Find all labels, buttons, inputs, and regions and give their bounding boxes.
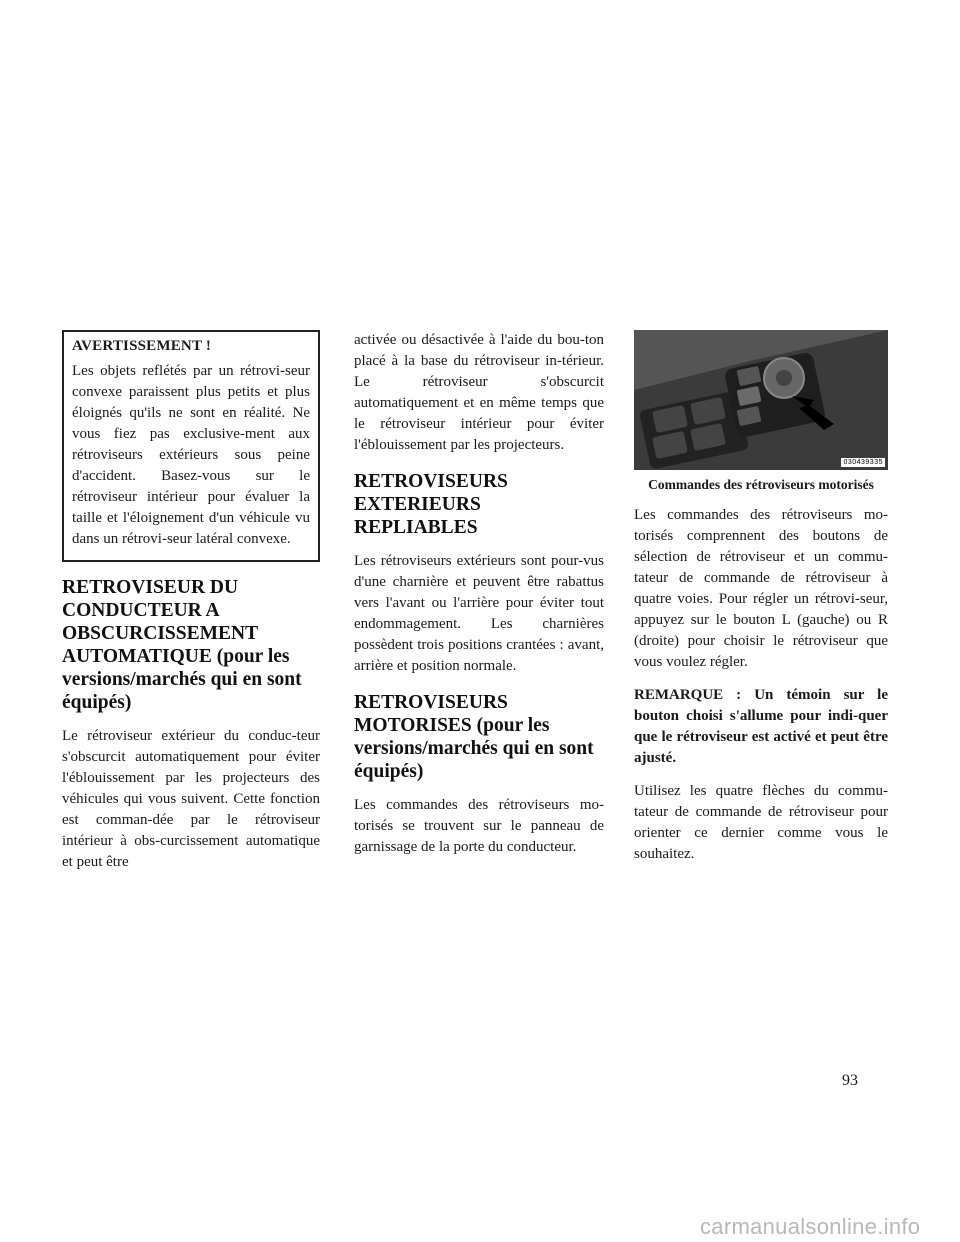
image-id-label: 030439335 [843,459,883,466]
section-heading-power-mirrors: RETROVISEURS MOTORISES (pour les versions/marchés qui en sont équipés) [354,692,594,782]
paragraph-four-arrows: Utilisez les quatre flèches du commu-tateur de commande de rétroviseur pour orienter ce dernier comme vous le souhaitez. [634,783,888,862]
column-middle [354,330,604,870]
mirror-controls-photo [634,330,888,470]
section-paragraph-auto-dimming: Le rétroviseur extérieur du conduc-teur s'obscurcit automatiquement pour éviter l'éblouissement par les projecteurs des véhicules qui vous suivent. Cette fonction est comman-dée par le rétroviseur intérieur à obs-curcissement automatique et peut être [62,728,320,870]
door-panel-illustration [634,330,888,470]
watermark-text: carmanualsonline.info [700,1214,921,1239]
note-paragraph: REMARQUE : Un témoin sur le bouton choisi s'allume pour indi-quer que le rétroviseur est activé et peut être ajusté. [634,687,888,766]
section-paragraph-auto-dimming-cont: activée ou désactivée à l'aide du bou-ton placé à la base du rétroviseur in-térieur. Le rétroviseur s'obscurcit automatiquement et en même temps que le rétroviseur intérieur pour éviter l'éblouissement par les projecteurs. [354,332,604,453]
section-heading-folding-mirrors: RETROVISEURS EXTERIEURS REPLIABLES [354,471,508,538]
column-right [634,330,888,877]
paragraph-mirror-controls: Les commandes des rétroviseurs mo-torisés comprennent des boutons de sélection de rétroviseur et un commu-tateur de commande de rétroviseur à quatre voies. Pour régler un rétrovi-seur, appuyez sur le bouton L (gauche) ou R (droite) pour choisir le rétroviseur que vous voulez régler. [634,507,888,670]
page-number: 93 [842,1072,858,1089]
section-paragraph-folding-mirrors: Les rétroviseurs extérieurs sont pour-vus d'une charnière et peuvent être rabattus vers l'avant ou l'arrière pour éviter tout endommagement. Les charnières possèdent trois positions crantées : avant, arrière et position normale. [354,553,604,674]
section-heading-auto-dimming: RETROVISEUR DU CONDUCTEUR A OBSCURCISSEMENT AUTOMATIQUE (pour les versions/marchés qui en sont équipés) [62,577,302,713]
warning-box [62,330,320,562]
column-left [62,330,320,885]
figure-caption: Commandes des rétroviseurs motorisés [648,477,874,492]
section-paragraph-power-mirrors: Les commandes des rétroviseurs mo-torisés se trouvent sur le panneau de garnissage de la porte du conducteur. [354,797,604,855]
warning-text: Les objets reflétés par un rétrovi-seur convexe paraissent plus petits et plus éloignés qu'ils ne sont en réalité. Ne vous fiez pas exclusive-ment aux rétroviseurs extérieurs sous peine d'accident. Basez-vous sur le rétroviseur intérieur pour évaluer la taille et l'éloignement d'un véhicule vu dans un rétrovi-seur latéral convexe. [72,363,310,547]
warning-title: AVERTISSEMENT ! [72,338,212,354]
